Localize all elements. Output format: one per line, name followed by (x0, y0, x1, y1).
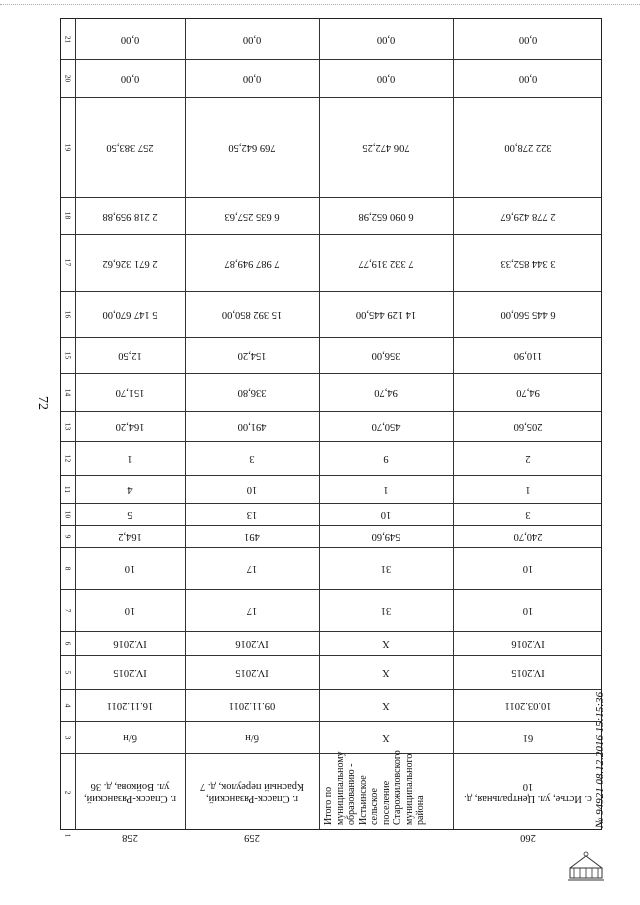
table-cell: 5 147 670,00 (102, 309, 158, 321)
table-cell: 549,60 (371, 531, 401, 543)
table-cell: 94,70 (374, 387, 398, 399)
table-cell: 13 (246, 509, 258, 521)
table-cell: 14 129 445,00 (355, 309, 417, 321)
table-cell: 2 218 959,88 (102, 210, 158, 222)
column-number-text: 12 (63, 454, 73, 462)
column-number (61, 337, 75, 373)
column-number (61, 631, 75, 655)
table-cell: 450,70 (371, 421, 401, 433)
table-cell: 6 445 560,00 (500, 309, 556, 321)
column-number (61, 97, 75, 197)
table-cell: 240,70 (513, 531, 543, 543)
column-number-text: 21 (63, 35, 73, 43)
table-cell: 6 635 257,63 (224, 210, 280, 222)
table-cell: 09.11.2011 (228, 700, 276, 712)
table-cell: X (382, 638, 390, 650)
table-cell: 205,60 (513, 421, 543, 433)
column-number (61, 689, 75, 721)
table-cell: 0,00 (120, 34, 140, 46)
table-cell: 31 (380, 605, 392, 617)
table-cell: 10 (124, 563, 136, 575)
column-number-text: 1 (63, 833, 73, 838)
column-number-text: 2 (63, 790, 73, 794)
table-cell: 0,00 (518, 73, 538, 85)
table-cell: 10 (246, 484, 258, 496)
page-top-rule (0, 4, 640, 5)
table-cell: 10 (124, 605, 136, 617)
table-cell: 2 778 429,67 (500, 210, 556, 222)
table-cell: 0,00 (242, 73, 262, 85)
table-cell: 356,00 (371, 350, 401, 362)
column-number-text: 5 (63, 670, 73, 674)
table-cell: 110,90 (513, 350, 543, 362)
table-cell: 1 (525, 484, 531, 496)
table-cell: 3 344 852,33 (500, 257, 556, 269)
table-cell: 7 332 319,77 (358, 257, 414, 269)
table-cell: 1 (127, 453, 133, 465)
column-number (61, 441, 75, 475)
table-cell: 9 (383, 453, 389, 465)
column-number-text: 14 (63, 388, 73, 396)
table-cell: 0,00 (376, 73, 396, 85)
column-number (61, 753, 75, 831)
table-cell: б/н (123, 732, 137, 744)
table-cell: IV.2016 (235, 638, 269, 650)
column-number (61, 547, 75, 589)
document-id-text: № 94921 08.12.2016 15:15:36 (594, 692, 607, 828)
table-cell: X (382, 732, 390, 744)
table-cell: 10 (522, 605, 534, 617)
table-cell: 10.03.2011 (504, 700, 552, 712)
column-number (61, 503, 75, 525)
table-cell: 2 671 326,62 (102, 257, 158, 269)
table-cell: 259 (244, 832, 260, 844)
column-number (61, 411, 75, 441)
table-cell (319, 750, 453, 831)
column-number-text: 17 (63, 258, 73, 267)
table-cell: 0,00 (242, 34, 262, 46)
table-cell: 336,80 (237, 387, 267, 399)
table-cell: 10 (380, 509, 392, 521)
data-table (60, 18, 602, 844)
column-number-text: 16 (63, 310, 73, 318)
table-cell: г. Спасск-Рязанский, Красный переулок, д. 7 (200, 781, 304, 805)
column-number-text: 11 (63, 485, 73, 493)
table-cell: 260 (520, 832, 536, 844)
table-cell: 3 (525, 509, 531, 521)
table-cell: 154,20 (237, 350, 267, 362)
table-cell: 706 472,25 (362, 142, 410, 154)
column-number-text: 3 (63, 735, 73, 739)
column-number (61, 19, 75, 59)
table-cell: IV.2016 (113, 638, 147, 650)
column-number (61, 831, 75, 840)
table-cell: 164,20 (115, 421, 145, 433)
table-cell: 61 (522, 732, 534, 744)
table-cell: 151,70 (115, 387, 145, 399)
table-cell: 7 987 949,87 (224, 257, 280, 269)
table-cell: 164,2 (118, 531, 142, 543)
table-cell: 1 (383, 484, 389, 496)
table-cell: 491,00 (237, 421, 267, 433)
table-cell: 5 (127, 509, 133, 521)
table-cell: X (382, 700, 390, 712)
column-number (61, 291, 75, 337)
table-cell: 4 (127, 484, 133, 496)
table-cell: 15 392 850,00 (221, 309, 283, 321)
column-number (61, 721, 75, 753)
column-number-text: 20 (63, 74, 73, 82)
table-cell: 0,00 (120, 73, 140, 85)
table-cell: с. Истье, ул. Центральная, д. 10 (464, 781, 592, 805)
column-number (61, 589, 75, 631)
table-cell: 3 (249, 453, 255, 465)
column-number-text: 10 (63, 510, 73, 518)
table-cell: IV.2016 (511, 638, 545, 650)
column-number (61, 373, 75, 411)
column-number-text: 9 (63, 534, 73, 538)
table-cell: 10 (522, 563, 534, 575)
table-cell: 0,00 (518, 34, 538, 46)
column-number-text: 13 (63, 422, 73, 430)
column-number-text: 4 (63, 703, 73, 707)
column-number-text: 7 (63, 608, 73, 612)
table-cell: 31 (380, 563, 392, 575)
column-number (61, 234, 75, 291)
column-number-text: 8 (63, 566, 73, 570)
column-number (61, 475, 75, 503)
column-number (61, 655, 75, 689)
table-cell: 0,00 (376, 34, 396, 46)
table-cell: 491 (244, 531, 260, 543)
table-cell: IV.2015 (511, 667, 545, 679)
table-cell: IV.2015 (113, 667, 147, 679)
table-cell: 257 383,50 (106, 142, 154, 154)
table-cell: 322 278,00 (504, 142, 552, 154)
column-number (61, 197, 75, 234)
table-cell: г. Спасск-Рязанский, ул. Войкова, д. 36 (84, 781, 176, 805)
table-cell: 12,50 (118, 350, 142, 362)
page-number: 72 (35, 396, 50, 410)
table-cell: 2 (525, 453, 531, 465)
table-cell: IV.2015 (235, 667, 269, 679)
table-cell: 17 (246, 605, 258, 617)
table-cell: 769 642,50 (228, 142, 276, 154)
column-number-text: 19 (63, 143, 73, 151)
table-cell: 94,70 (516, 387, 540, 399)
table-cell: X (382, 667, 390, 679)
column-number (61, 525, 75, 547)
table-cell: 17 (246, 563, 258, 575)
total-label: Итого по муниципальному образованию - Истьинское сельское поселение Старожиловского муниципального района (323, 750, 426, 825)
column-number-text: 6 (63, 641, 73, 645)
column-number (61, 59, 75, 97)
table-cell: б/н (245, 732, 259, 744)
table-cell: 258 (122, 832, 138, 844)
column-number-text: 15 (63, 351, 73, 359)
building-emblem-icon (568, 848, 604, 884)
column-number-text: 18 (63, 211, 73, 220)
table-cell: 6 090 652,98 (358, 210, 414, 222)
table-cell: 16.11.2011 (106, 700, 154, 712)
